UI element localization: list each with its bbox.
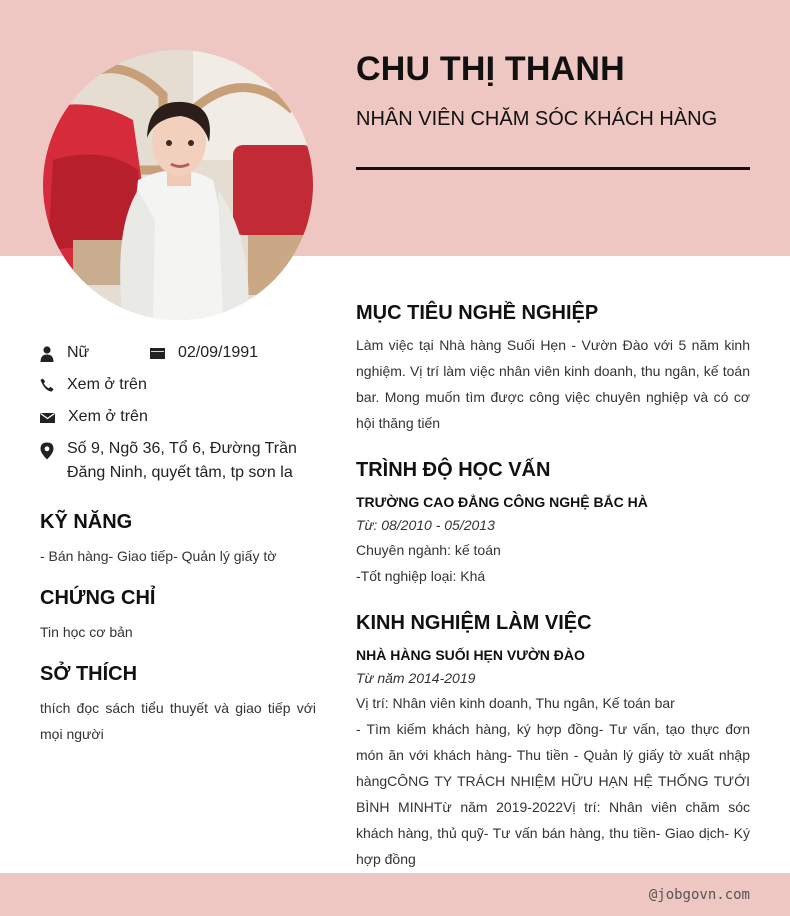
phone-icon xyxy=(40,378,54,394)
phone-row xyxy=(40,376,147,397)
experience-position: Vị trí: Nhân viên kinh doanh, Thu ngân, Kế toán bar xyxy=(356,695,675,711)
education-title: TRÌNH ĐỘ HỌC VẤN xyxy=(356,459,551,481)
experience-company: NHÀ HÀNG SUỐI HẸN VƯỜN ĐÀO xyxy=(356,647,585,663)
hobbies-title: SỞ THÍCH xyxy=(40,663,138,685)
birthdate-row xyxy=(150,344,258,365)
person-icon xyxy=(40,346,54,362)
experience-details: - Tìm kiếm khách hàng, ký hợp đồng- Tư vấn, tạo thực đơn món ăn với khách hàng- Thu tiền - Quản lý giấy tờ xuất nhập hàngCÔNG TY TRÁCH NHIỆM HỮU HẠN HỆ THỐNG TƯỚI BÌNH MINHTừ năm 2019-2022Vị trí: Nhân viên chăm sóc khách hàng, thủ quỹ- Tư vấn bán hàng, thu tiền- Giao dịch- Ký hợp đồng xyxy=(356,721,750,867)
address-value: Số 9, Ngõ 36, Tổ 6, Đường Trần Đăng Ninh, quyết tâm, tp sơn la xyxy=(67,440,297,481)
email-row xyxy=(40,408,148,429)
objective-text: Làm việc tại Nhà hàng Suối Hẹn - Vườn Đào với 5 năm kinh nghiệm. Vị trí làm việc nhân viên kinh doanh, thu ngân, kế toán bar. Mong muốn tìm được công việc chuyên nghiệp và có cơ hội thăng tiến xyxy=(356,337,750,431)
location-pin-icon xyxy=(40,442,54,458)
education-major: Chuyên ngành: kế toán xyxy=(356,542,501,558)
gender-value: Nữ xyxy=(67,344,90,361)
phone-value: Xem ở trên xyxy=(67,376,147,393)
email-value: Xem ở trên xyxy=(68,408,148,425)
gender-row xyxy=(40,344,89,365)
email-icon xyxy=(40,410,55,426)
skills-title: KỸ NĂNG xyxy=(40,511,133,533)
education-period: Từ: 08/2010 - 05/2013 xyxy=(356,517,495,533)
address-row xyxy=(40,440,302,485)
experience-title: KINH NGHIỆM LÀM VIỆC xyxy=(356,612,592,634)
objective-title: MỤC TIÊU NGHỀ NGHIỆP xyxy=(356,302,599,324)
candidate-job-title: NHÂN VIÊN CHĂM SÓC KHÁCH HÀNG xyxy=(356,108,718,130)
certificates-title: CHỨNG CHỈ xyxy=(40,587,156,609)
birthdate-value: 02/09/1991 xyxy=(178,344,259,361)
education-school: TRƯỜNG CAO ĐẲNG CÔNG NGHỆ BẮC HÀ xyxy=(356,494,648,510)
skills-text: - Bán hàng- Giao tiếp- Quản lý giấy tờ xyxy=(40,548,277,564)
watermark: @jobgovn.com xyxy=(648,887,750,903)
candidate-name: CHU THỊ THANH xyxy=(356,50,625,88)
calendar-icon xyxy=(150,346,165,362)
education-grade: -Tốt nghiệp loại: Khá xyxy=(356,568,486,584)
certificates-text: Tin học cơ bản xyxy=(40,624,133,640)
hobbies-text: thích đọc sách tiểu thuyết và giao tiếp với mọi người xyxy=(40,700,316,742)
profile-photo xyxy=(43,50,313,320)
experience-period: Từ năm 2014-2019 xyxy=(356,670,476,686)
header-divider xyxy=(356,167,750,170)
